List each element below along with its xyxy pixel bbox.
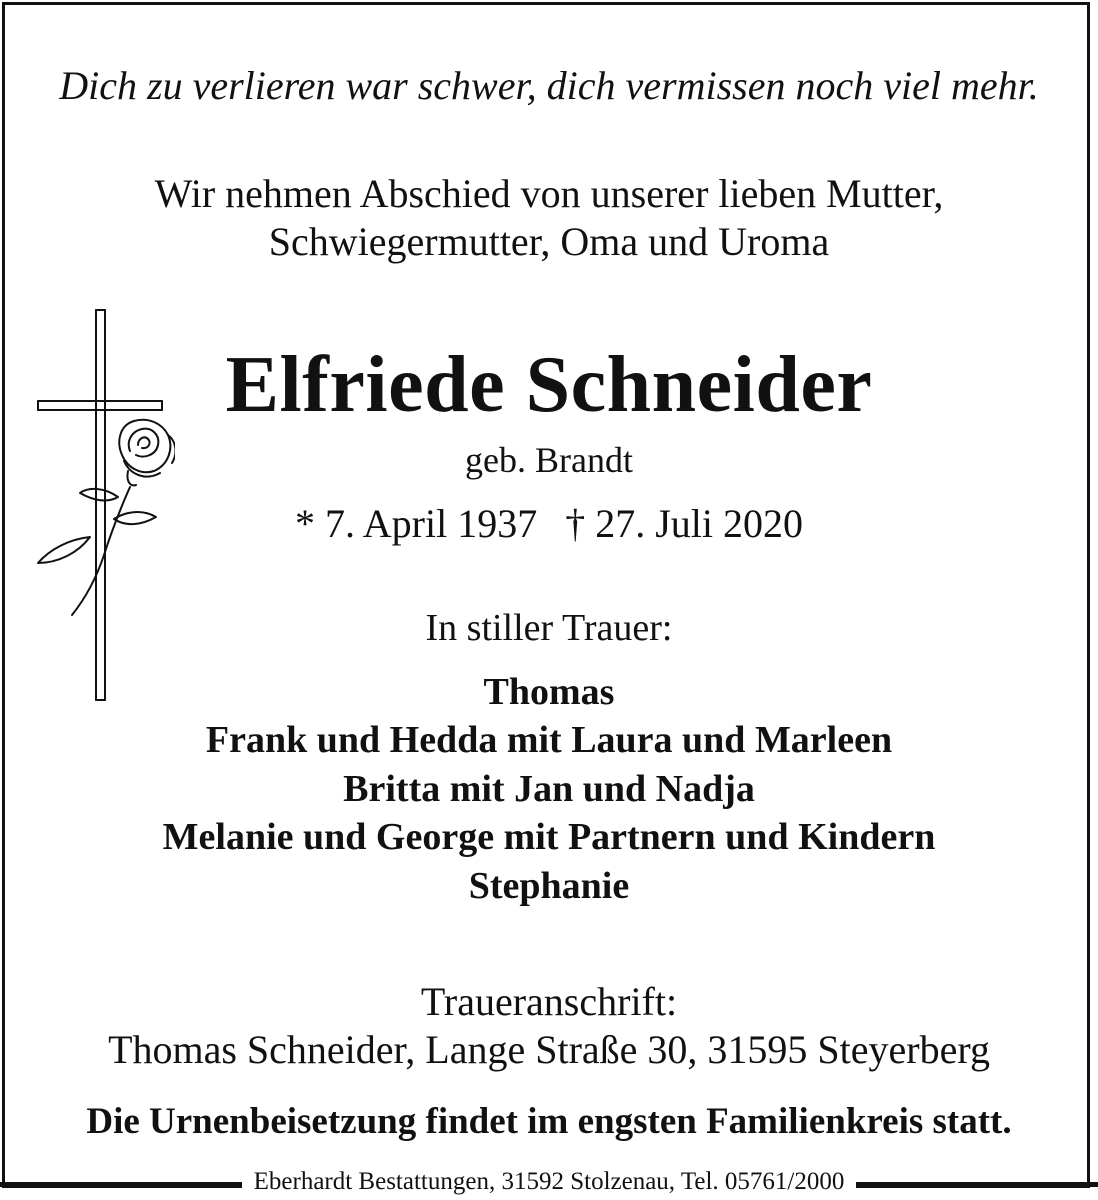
burial-note: Die Urnenbeisetzung findet im engsten Familienkreis statt. bbox=[86, 1101, 1012, 1142]
mourner-line: Frank und Hedda mit Laura und Marleen bbox=[205, 719, 893, 761]
deceased-name: Elfriede Schneider bbox=[225, 341, 873, 429]
address-heading: Traueranschrift: bbox=[420, 979, 678, 1024]
mourning-heading: In stiller Trauer: bbox=[425, 607, 673, 649]
mourner-line: Thomas bbox=[483, 671, 615, 713]
mourner-line: Britta mit Jan und Nadja bbox=[343, 768, 755, 810]
mourning-address: Thomas Schneider, Lange Straße 30, 31595 Steyerberg bbox=[108, 1027, 990, 1072]
birth-date: * 7. April 1937 bbox=[294, 501, 538, 546]
motto: Dich zu verlieren war schwer, dich vermissen noch viel mehr. bbox=[59, 63, 1039, 108]
funeral-home-info: Eberhardt Bestattungen, 31592 Stolzenau, Tel. 05761/2000 bbox=[242, 1168, 857, 1196]
mourner-line: Stephanie bbox=[468, 865, 630, 907]
mourner-line: Melanie und George mit Partnern und Kindern bbox=[162, 816, 936, 858]
intro-line-2: Schwiegermutter, Oma und Uroma bbox=[268, 219, 830, 264]
footer bbox=[0, 1164, 1098, 1200]
intro-line-1: Wir nehmen Abschied von unserer lieben Mutter, bbox=[154, 171, 944, 216]
life-dates bbox=[0, 500, 1098, 547]
death-date: † 27. Juli 2020 bbox=[565, 501, 804, 546]
maiden-name: geb. Brandt bbox=[465, 440, 633, 480]
